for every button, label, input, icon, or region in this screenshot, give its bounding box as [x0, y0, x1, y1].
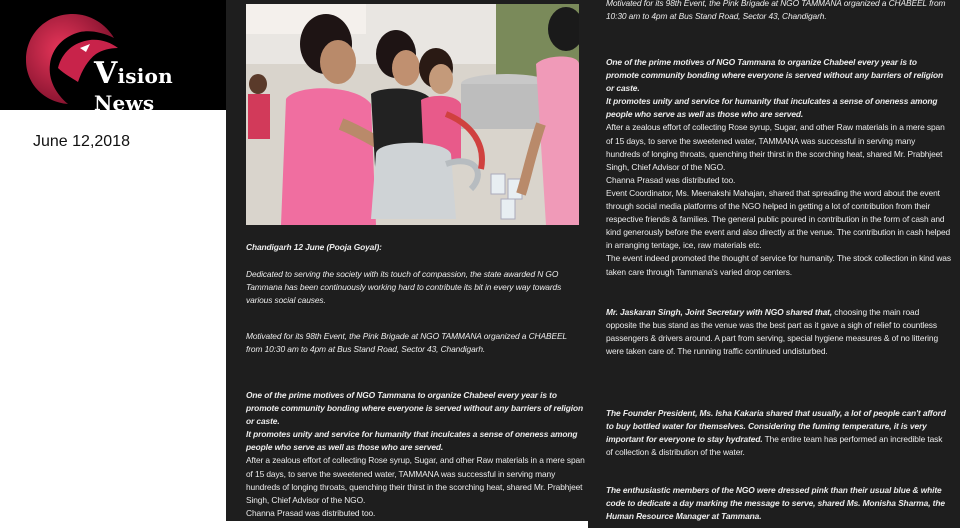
paragraph-2-text: Motivated for its 98th Event, the Pink Brigade at NGO TAMMANA organized a CHABEEL from 10:30 am to 4pm at Bus Stand Road, Sector 43, Chandigarh.: [246, 331, 567, 355]
site-logo[interactable]: [0, 0, 226, 115]
article-paragraph-2: [246, 330, 579, 356]
right-p2b-text: choosing the main road opposite the bus stand as the venue was the best part as it gave a sigh of relief to countless passengers & drivers around. A part from serving, special hygiene measures & of no littering: [606, 307, 939, 344]
article-dateline: [246, 241, 579, 254]
paragraph-3b-text: It promotes unity and service for humanity that inculcates a sense of oneness among people who serve as well as those who are served.: [246, 429, 578, 453]
paragraph-3a-text: One of the prime motives of NGO Tammana to organize Chabeel every year is to promote community bonding where everyone is served without any barriers of religion or caste.: [246, 390, 584, 427]
right-paragraph-1: [606, 56, 951, 279]
right-p1e-text: Event Coordinator, Ms. Meenakshi Mahajan, shared that spreading the word about the event through social media platforms of the NGO helped in getting a lot of contribution from their respective friends & families. The general public poured in contribution in the form of cash and kind generously before the event and also directly at the venue. The contribution in cash helped in arranging tentage, ice, raw materials etc.: [606, 187, 951, 251]
paragraph-3d-text: Channa Prasad was distributed too.: [246, 507, 376, 518]
right-p2a-text: Mr. Jaskaran Singh, Joint Secretary with NGO shared that,: [606, 307, 833, 317]
volunteers-serving-water-photo-icon: [246, 4, 579, 225]
brand-name: [94, 56, 226, 115]
dateline-text: Chandigarh 12 June (Pooja Goyal):: [246, 242, 382, 252]
right-p1c-text: After a zealous effort of collecting Rose syrup, Sugar, and other Raw materials in a mere span of 15 days, to serve the sweetened water, TAMMANA was successful in serving many hundreds of longing throats, quenching their thirst in the scorching heat, shared Mr. Prabhjeet Singh, Chief Advisor of the NGO.: [606, 122, 945, 172]
publish-date: June 12,2018: [33, 133, 130, 150]
paragraph-3c-text: After a zealous effort of collecting Rose syrup, Sugar, and other Raw materials in a mere span of 15 days, to serve the sweetened water, TAMMANA was successful in serving many hundreds of longing throats, quenching their thirst in the scorching heat, shared Mr. Prabhjeet Singh, Chief Advisor of the NGO.: [246, 455, 585, 505]
right-p1a-text: One of the prime motives of NGO Tammana to organize Chabeel every year is to promote community bonding where everyone is served without any barriers of religion or caste.: [606, 57, 944, 94]
right-p1f-text: The event indeed promoted the thought of service for humanity. The stock collection in kind was taken care through Tammana's varied drop centers.: [606, 253, 951, 277]
right-p1b-text: It promotes unity and service for humanity that inculcates a sense of oneness among people who serve as well as those who are served.: [606, 96, 938, 120]
right-paragraph-4: [606, 484, 951, 523]
right-p2c-text: were taken care of. The running traffic continued undisturbed.: [606, 346, 828, 357]
brand-initial: V: [94, 56, 118, 91]
article-column-right: [588, 0, 960, 528]
right-paragraph-2: [606, 306, 946, 358]
brand-rest: ision News: [94, 64, 173, 115]
right-p4-text: The enthusiastic members of the NGO were dressed pink than their usual blue & white code to dedicate a day marking the message to serve, shared Ms. Monisha Sharma, the Human Resource Manager at Tammana.: [606, 485, 945, 522]
right-p1d-text: Channa Prasad was distributed too.: [606, 174, 736, 185]
right-p3a-text: The Founder President, Ms. Isha Kakaria shared that usually, a lot of people can't afford to buy bottled water for themselves. Considering the fuming temperature, it is very important for everyone to stay hydrated.: [606, 408, 946, 445]
paragraph-1-text: Dedicated to serving the society with its touch of compassion, the state awarded N GO Tammana has been continuously working hard to contribute its bit in every way towards various social causes.: [246, 269, 562, 306]
article-photo: [246, 4, 579, 225]
right-paragraph-0: [606, 0, 946, 23]
article-column-middle: [226, 0, 588, 521]
right-p0-text: Motivated for its 98th Event, the Pink Brigade at NGO TAMMANA organized a CHABEEL from 10:30 am to 4pm at Bus Stand Road, Sector 43, Chandigarh.: [606, 0, 946, 22]
article-paragraph-1: [246, 268, 579, 307]
right-p3b-text: The entire team has performed an incredible task of collection & distribution of the water.: [606, 434, 943, 458]
article-paragraph-3: [246, 389, 586, 520]
right-paragraph-3: [606, 407, 946, 459]
column-gap: [226, 521, 588, 528]
